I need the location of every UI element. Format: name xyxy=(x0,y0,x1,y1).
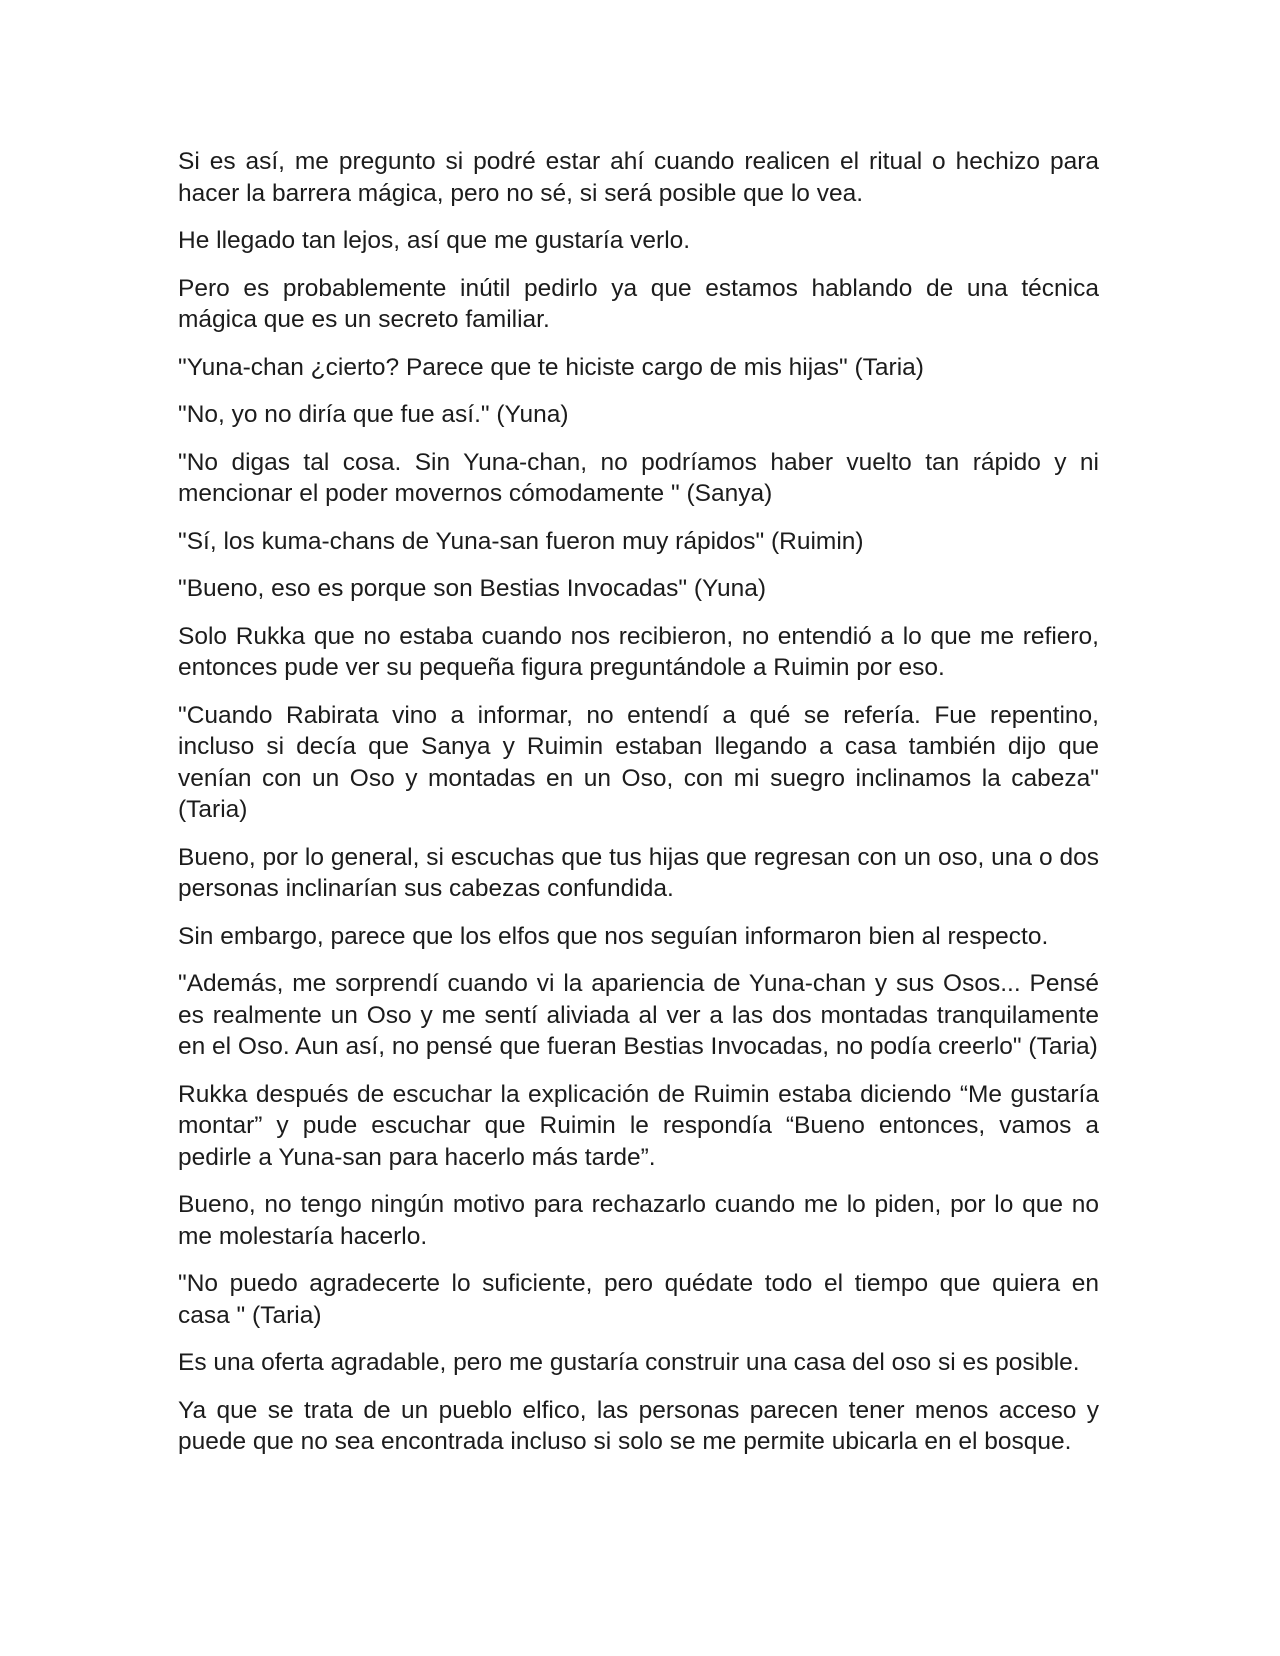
dialogue-paragraph: "Además, me sorprendí cuando vi la apariencia de Yuna-chan y sus Osos... Pensé es realmente un Oso y me sentí aliviada al ver a las dos montadas tranquilamente en el Oso. Aun así, no pensé que fueran Bestias Invocadas, no podía creerlo" (Taria) xyxy=(178,970,1099,1060)
paragraph: Bueno, no tengo ningún motivo para rechazarlo cuando me lo piden, por lo que no me molestaría hacerlo. xyxy=(178,1191,1099,1250)
paragraph: Rukka después de escuchar la explicación de Ruimin estaba diciendo “Me gustaría montar” y pude escuchar que Ruimin le respondía “Bueno entonces, vamos a pedirle a Yuna-san para hacerlo más tarde”. xyxy=(178,1080,1099,1171)
dialogue-paragraph: "Yuna-chan ¿cierto? Parece que te hiciste cargo de mis hijas" (Taria) xyxy=(178,353,924,381)
paragraph: Si es así, me pregunto si podré estar ahí cuando realicen el ritual o hechizo para hacer la barrera mágica, pero no sé, si será posible que lo vea. xyxy=(178,148,1099,207)
paragraph: Pero es probablemente inútil pedirlo ya que estamos hablando de una técnica mágica que es un secreto familiar. xyxy=(178,274,1099,333)
paragraph: Sin embargo, parece que los elfos que nos seguían informaron bien al respecto. xyxy=(178,922,1049,950)
dialogue-paragraph: "No digas tal cosa. Sin Yuna-chan, no podríamos haber vuelto tan rápido y ni mencionar el poder movernos cómodamente " (Sanya) xyxy=(178,448,1099,507)
paragraph: Es una oferta agradable, pero me gustaría construir una casa del oso si es posible. xyxy=(178,1349,1080,1376)
dialogue-paragraph: "Sí, los kuma-chans de Yuna-san fueron muy rápidos" (Ruimin) xyxy=(178,527,864,555)
paragraph: Solo Rukka que no estaba cuando nos recibieron, no entendió a lo que me refiero, entonces pude ver su pequeña figura preguntándole a Ruimin por eso. xyxy=(178,622,1099,681)
dialogue-paragraph: "No, yo no diría que fue así." (Yuna) xyxy=(178,401,569,428)
paragraph: He llegado tan lejos, así que me gustaría verlo. xyxy=(178,227,691,254)
dialogue-paragraph: "Cuando Rabirata vino a informar, no entendí a qué se refería. Fue repentino, incluso si decía que Sanya y Ruimin estaban llegando a casa también dijo que venían con un Oso y montadas en un Oso, con mi suegro inclinamos la cabeza" (Taria) xyxy=(178,701,1099,823)
dialogue-paragraph: "No puedo agradecerte lo suficiente, pero quédate todo el tiempo que quiera en casa " (Taria) xyxy=(178,1270,1099,1329)
document-body xyxy=(178,146,1099,1474)
paragraph: Ya que se trata de un pueblo elfico, las personas parecen tener menos acceso y puede que no sea encontrada incluso si solo se me permite ubicarla en el bosque. xyxy=(178,1396,1099,1455)
paragraph: Bueno, por lo general, si escuchas que tus hijas que regresan con un oso, una o dos personas inclinarían sus cabezas confundida. xyxy=(178,843,1099,902)
dialogue-paragraph: "Bueno, eso es porque son Bestias Invocadas" (Yuna) xyxy=(178,575,767,602)
